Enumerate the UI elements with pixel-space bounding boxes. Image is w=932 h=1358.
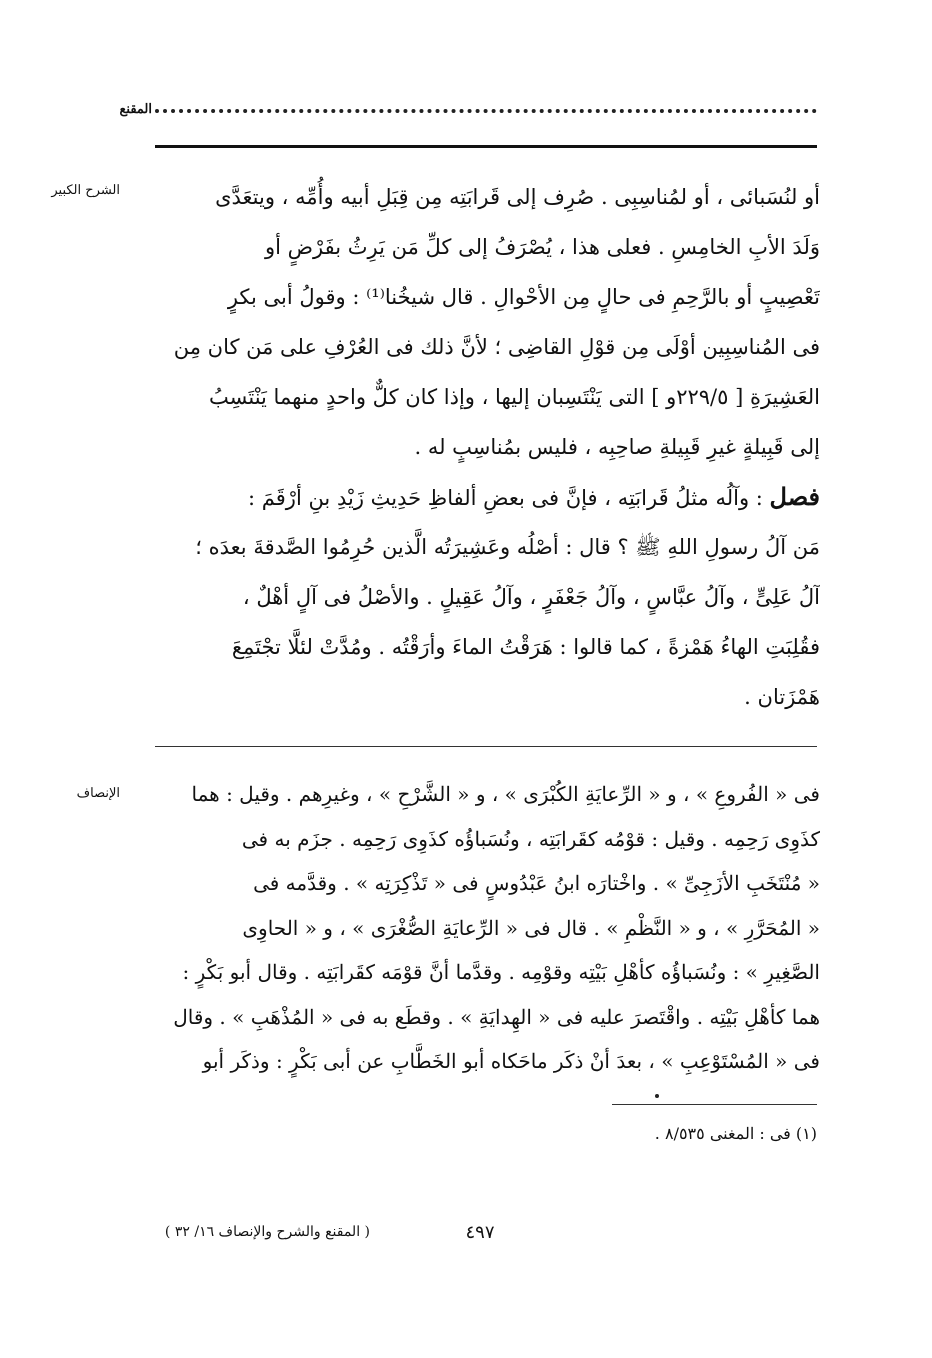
footnote-dot [655,1094,659,1098]
header-rule [155,145,817,148]
sharh-side-label: الشرح الكبير [51,183,120,198]
insaf-line: كذَوِى رَحِمِه . وقيل : قوْمُه كقَرابَتِه ، ونُسَباؤُه كذَوِى رَحِمِه . جزَم به فى [241,826,820,851]
sharh-line: إلى قَبِيلةٍ غيرِ قَبِيلةِ صاحِبِه ، فليس بمُناسِبٍ له . [414,435,820,459]
fasl-line-text: : وآلُه مثلُ قَرابَتِه ، فإنَّ فى بعضِ ألفاظِ حَدِيثِ زَيْدِ بنِ أرْقَمَ : [248,486,763,510]
insaf-line: « المُحَرَّرِ » ، و « النَّظْمِ » . قال فى « الرِّعايَةِ الصُّغْرَى » ، و « الحاوِى [242,915,820,940]
sharh-text [150,172,820,722]
footnote: (١) فى : المغنى ٨/٥٣٥ . [654,1124,817,1143]
insaf-line: « مُنْتَخَبِ الأزَجِىِّ » . واخْتارَه ابنُ عَبْدُوسٍ فى « تَذْكِرَتِه » . وقدَّمه فى [253,871,820,895]
insaf-side-label: الإنصاف [76,786,120,801]
fasl-line: فقُلِبَتِ الهاءُ هَمْزةً ، كما قالوا : هَرَقْتُ الماءَ وأرَقْتُه . ومُدَّتْ لئلَّا تجْتَمِعَ [231,635,820,659]
section-divider [155,746,817,747]
sharh-line: وَلَدَ الأبِ الخامِسِ . فعلى هذا ، يُصْرَفُ إلى كلِّ مَن يَرِثُ بفَرْضٍ أو [264,235,820,259]
fasl-line: مَن آلُ رسولِ اللهِ ﷺ ؟ قال : أصْلُه وعَشِيرَتُه الَّذين حُرِمُوا الصَّدقةَ بعدَه ؛ [195,535,820,559]
insaf-line: هما كأهْلِ بَيْتِه . واقْتَصرَ عليه فى « الهِدايَةِ » . وقطَع به فى « المُذْهَبِ » . وقال [173,1004,820,1029]
insaf-line: فى « المُسْتَوْعِبِ » ، بعدَ أنْ ذكَر ماحَكاه أبو الخَطَّابِ عن أبى بَكْرٍ : وذكَر أبو [202,1049,820,1073]
insaf-line: الصَّغِيرِ » : ونُسَباؤُه كأهْلِ بَيْتِه وقوْمِه . وقدَّما أنَّ قوْمَه كقَرابَتِه . وقال أبو بَكْرٍ : [182,960,820,984]
sharh-line: فى المُناسِبِين أوْلَى مِن قوْلِ القاضِى ؛ لأنَّ ذلك فى العُرْفِ على مَن كان مِن [173,335,820,359]
header-dotted-rule [155,109,817,113]
fasl-line [150,472,820,522]
insaf-line: فى « الفُروعِ » ، و « الرِّعايَةِ الكُبْرَى » ، و « الشَّرْحِ » ، وغيرِهم . وقيل : هما [191,782,820,806]
footnote-rule [612,1104,817,1105]
insaf-text [150,772,820,1084]
header-title: المقنع [119,102,152,117]
page-number: ٤٩٧ [465,1222,495,1243]
footer-reference: ( المقنع والشرح والإنصاف ١٦/ ٣٢ ) [164,1224,370,1240]
fasl-line: هَمْزَتان . [744,685,820,709]
fasl-keyword: فصل [769,482,820,511]
sharh-line: أو لنُسَبائى ، أو لمُناسِبِى . صُرِف إلى قَرابَتِه مِن قِبَلِ أبيه وأُمِّه ، ويتعَدَّى [215,185,820,209]
sharh-line: تَعْصِيبٍ أو بالرَّحِمِ فى حالٍ مِن الأحْوالِ . قال شيخُنا⁽¹⁾ : وقولُ أبى بكرٍ [227,285,820,309]
sharh-line: العَشِيرَةِ [ ٢٢٩/٥و ] التى يَنْتَسِبان إليها ، وإذا كان كلٌّ واحدٍ منهما يَنْتَسِبُ [209,385,820,409]
fasl-line: آلُ عَلِىٍّ ، وآلُ عبَّاسٍ ، وآلُ جَعْفَرٍ ، وآلُ عَقِيلٍ . والأصْلُ فى آلٍ أهْلٌ ، [242,585,820,609]
